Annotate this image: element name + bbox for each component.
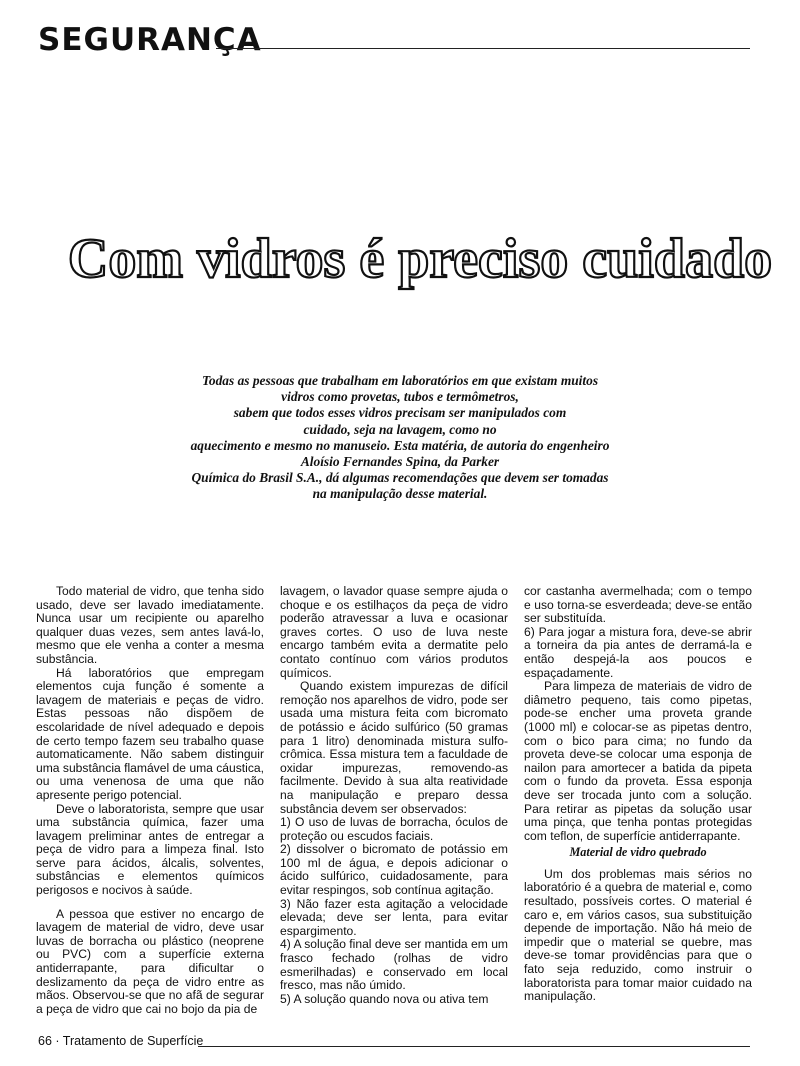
footer-rule <box>198 1046 750 1047</box>
deck-line: cuidado, seja na lavagem, como no <box>303 421 497 437</box>
paragraph: cor castanha avermelhada; com o tempo e uso torna-se esverdeada; deve-se então ser substituída. <box>524 584 752 626</box>
paragraph: Para limpeza de materiais de vidro de diâmetro pequeno, tais como pipetas, pode-se encher uma proveta grande (1000 ml) e colocar-se as pipetas dentro, com o bico para cima; no fundo da proveta deve-se colocar uma esponja de nailon para amortecer a batida da pipeta com o fundo da proveta. Essa esponja deve ser trocada junto com a solução. Para retirar as pipetas da solução usar uma pinça, que tenha pontas protegidas com teflon, de superfície antiderrapante. <box>524 679 752 843</box>
headline-text: Com vidros é preciso cuidado <box>67 228 773 290</box>
column-3 <box>524 585 752 1004</box>
page-footer <box>38 1034 750 1054</box>
deck-line: aquecimento e mesmo no manuseio. Esta matéria, de autoria do engenheiro <box>190 437 610 453</box>
list-item: 2) dissolver o bicromato de potássio em 100 ml de água, e depois adicionar o ácido sulfúrico, cuidadosamente, para evitar respingos, sob contínua agitação. <box>280 842 508 898</box>
paragraph: Quando existem impurezas de difícil remoção nos aparelhos de vidro, pode ser usada uma mistura feita com bicromato de potássio e ácido sulfúrico (50 gramas para 1 litro) denominada mistura sulfo-crômica. Essa mistura tem a faculdade de oxidar impurezas, removendo-as facilmente. Devido à sua alta reatividade na manipulação e preparo dessa substância devem ser observados: <box>280 679 508 816</box>
list-item: 6) Para jogar a mistura fora, deve-se abrir a torneira da pia antes de derramá-la e então despejá-la aos poucos e espaçadamente. <box>524 624 752 680</box>
article-body <box>36 585 752 1025</box>
article-deck <box>155 373 645 503</box>
deck-line: na manipulação desse material. <box>312 486 488 502</box>
paragraph: Um dos problemas mais sérios no laboratório é a quebra de material e, como resultado, possíveis cortes. O material é caro e, em vários casos, sua substituição depende de importação. Não há meio de impedir que o material se quebre, mas deve-se tomar providências para que o fato seja reduzido, como instruir o laboratorista para tomar maior cuidado na manipulação. <box>524 866 752 1004</box>
headline-svg <box>67 225 773 295</box>
column-2 <box>280 585 508 1006</box>
deck-line: vidros como provetas, tubos e termômetros, <box>281 389 519 405</box>
footer-page-label: 66 · Tratamento de Superfície <box>38 1034 204 1048</box>
section-header <box>38 20 750 60</box>
deck-line: Todas as pessoas que trabalham em laboratórios em que existam muitos <box>201 373 599 388</box>
list-item: 1) O uso de luvas de borracha, óculos de proteção ou escudos faciais. <box>280 815 508 843</box>
deck-line: sabem que todos esses vidros precisam ser manipulados com <box>233 405 567 421</box>
section-title: SEGURANÇA <box>38 22 262 58</box>
deck-line: Química do Brasil S.A., dá algumas recomendações que devem ser tomadas <box>191 470 609 486</box>
paragraph: Todo material de vidro, que tenha sido usado, deve ser lavado imediatamente. Nunca usar um recipiente ou aparelho qualquer duas vezes, sem antes lavá-lo, mesmo que ele venha a conter a mesma substância. <box>36 584 264 666</box>
subheading: Material de vidro quebrado <box>569 845 707 860</box>
paragraph: Deve o laboratorista, sempre que usar uma substância química, fazer uma lavagem preliminar antes de entregar a peça de vidro para a limpeza final. Isto serve para ácidos, álcalis, solventes, substâncias e elementos químicos perigosos e nocivos à saúde. <box>36 801 264 898</box>
column-1 <box>36 585 264 1016</box>
list-item: 3) Não fazer esta agitação a velocidade elevada; deve ser lenta, para evitar espargimento. <box>280 896 508 938</box>
list-item: 4) A solução final deve ser mantida em um frasco fechado (rolhas de vidro esmerilhadas) e conservado em local fresco, mas não úmido. <box>280 937 508 993</box>
deck-line: Aloísio Fernandes Spina, da Parker <box>300 454 500 470</box>
paragraph: Há laboratórios que empregam elementos cuja função é somente a lavagem de materiais e peças de vidro. Estas pessoas não dispõem de escolaridade de nível adequado e depois de certo tempo fazem seu trabalho quase automaticamente. Não sabem distinguir uma substância flamável de uma cáustica, ou uma venenosa de uma que não apresente perigo potencial. <box>36 665 264 802</box>
paragraph: A pessoa que estiver no encargo de lavagem de material de vidro, deve usar luvas de borracha ou plástico (neoprene ou PVC) com a superfície externa antiderrapante, para dificultar o deslizamento da peça de vidro entre as mãos. Observou-se que no afã de segurar a peça de vidro que cai no bojo da pia de <box>36 906 264 1016</box>
list-item: 5) A solução quando nova ou ativa tem <box>280 991 489 1006</box>
article-headline <box>67 225 773 295</box>
paragraph: lavagem, o lavador quase sempre ajuda o choque e os estilhaços da peça de vidro poderão atravessar a luva e ocasionar graves cortes. O uso de luva neste encargo também evita a dermatite pelo contato contínuo com vários produtos químicos. <box>280 584 508 680</box>
section-rule <box>216 48 750 49</box>
